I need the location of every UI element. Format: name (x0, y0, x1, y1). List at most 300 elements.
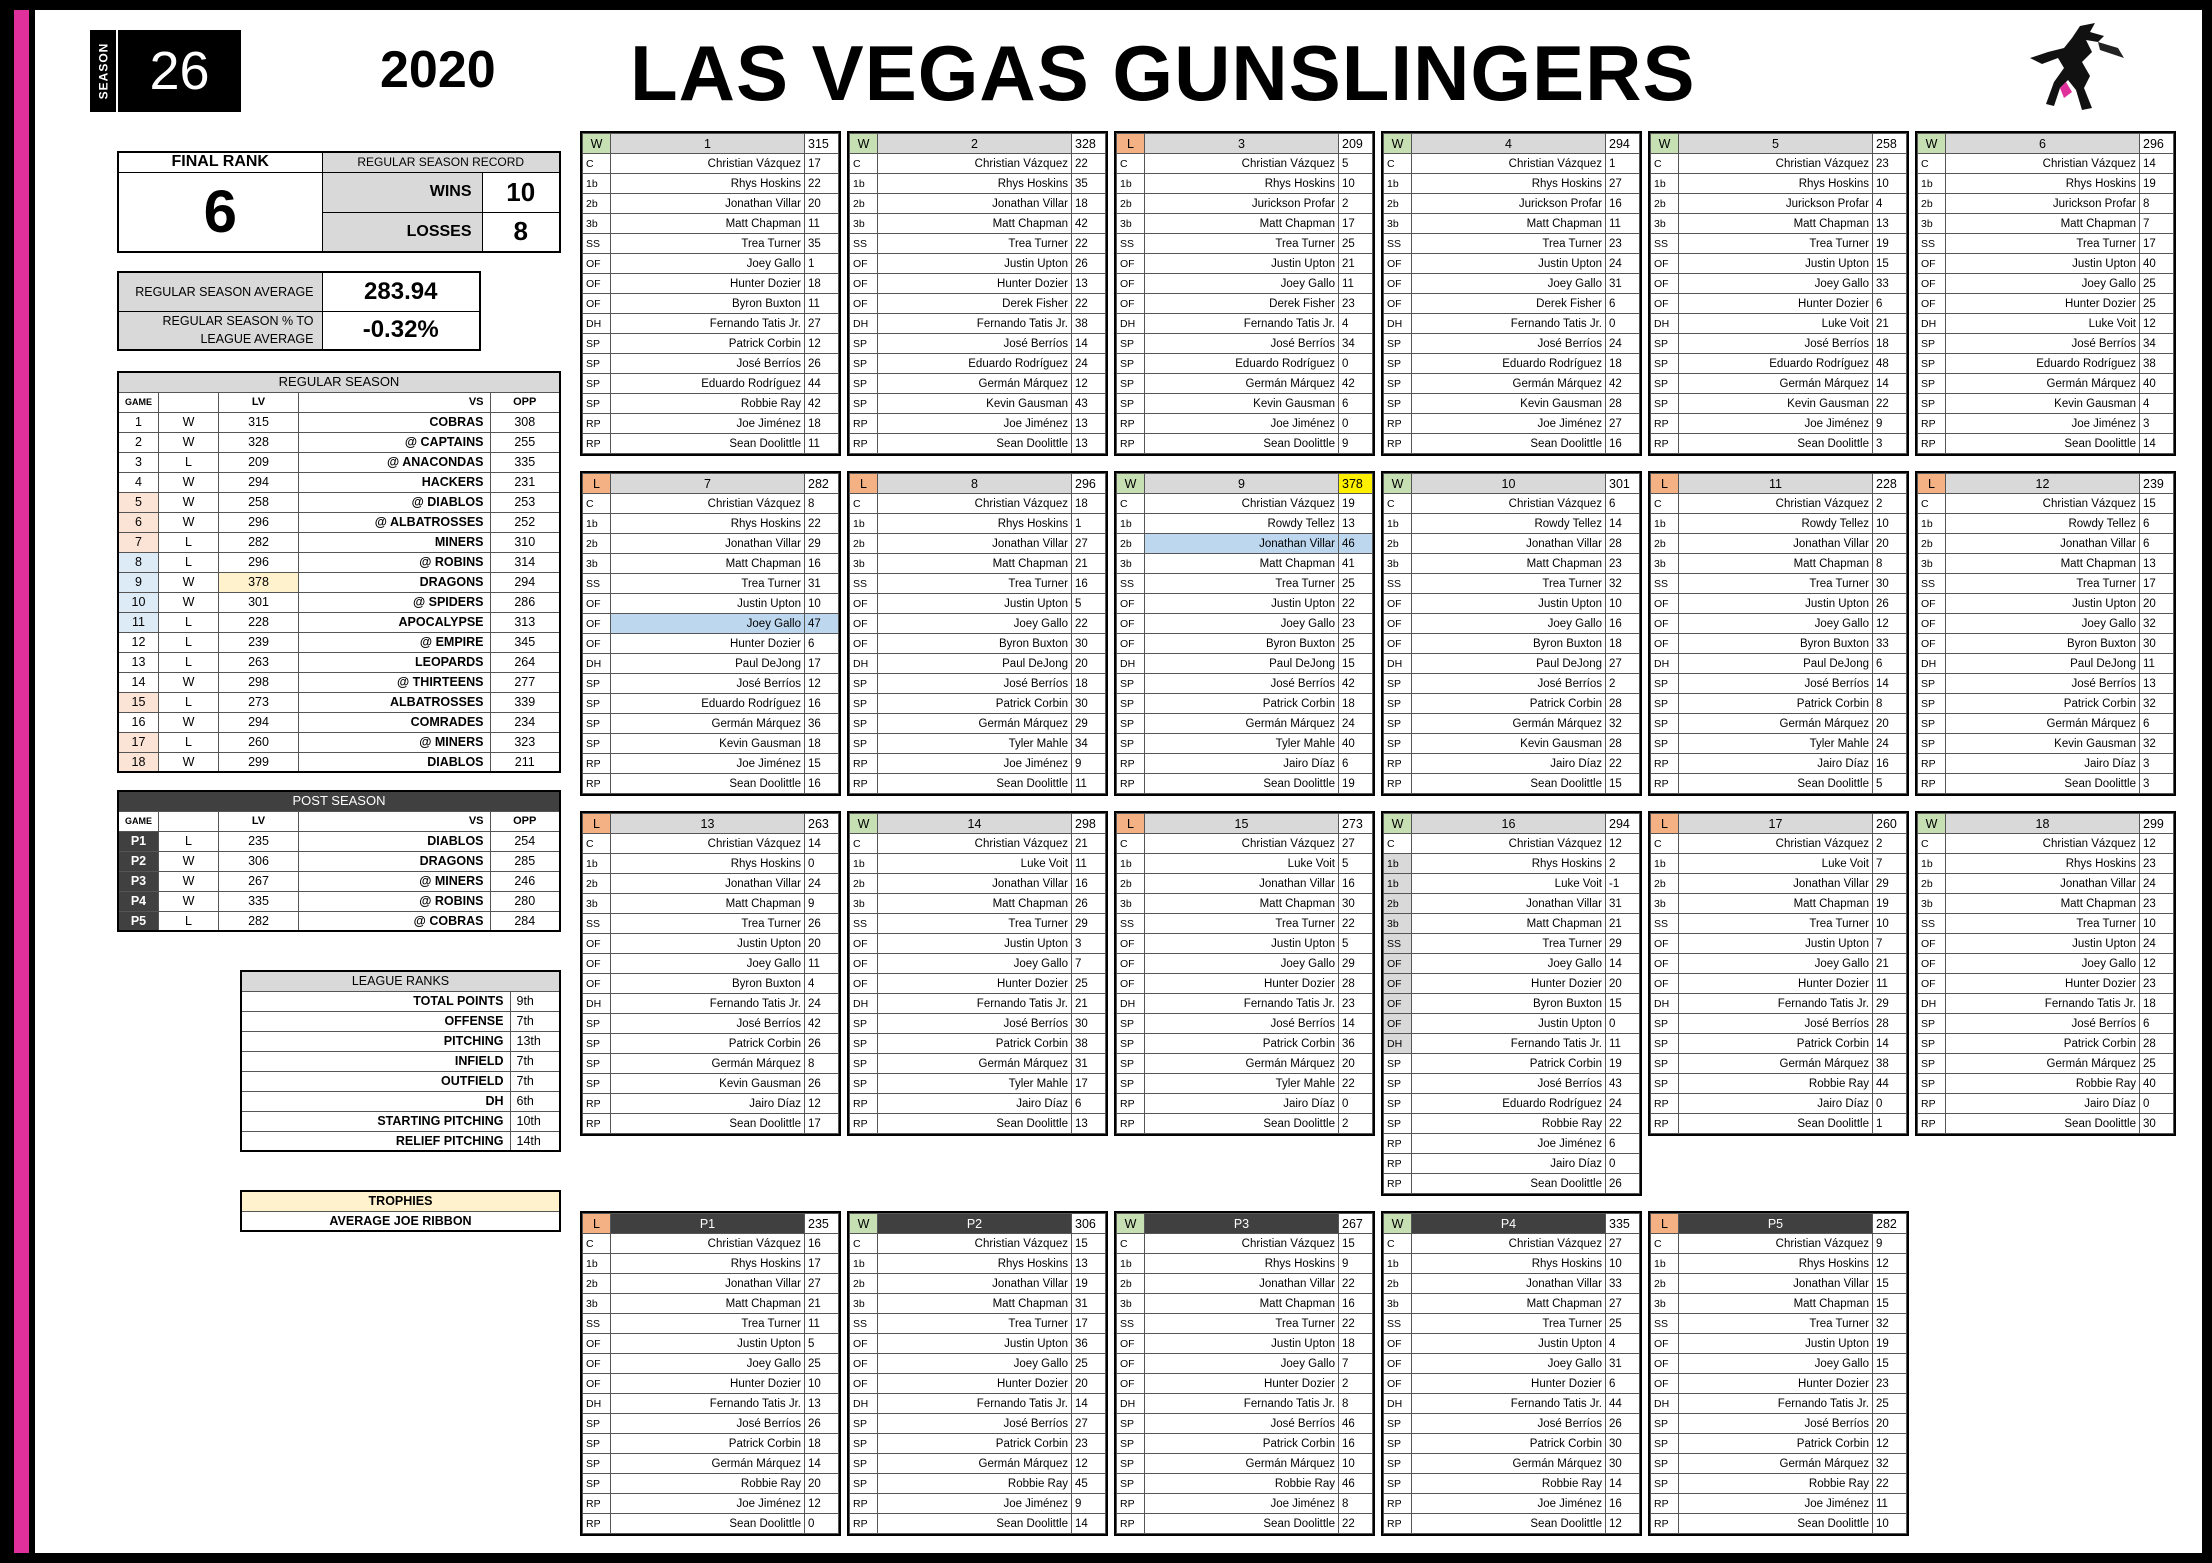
player-points-cell: 14 (1873, 374, 1907, 394)
lineup-row (1117, 1374, 1373, 1394)
player-name-cell: Jairo Díaz (1679, 1094, 1873, 1114)
lineup-row (583, 994, 839, 1014)
average-table (117, 271, 481, 351)
player-points-cell: 31 (805, 574, 839, 594)
player-points-cell: 42 (805, 394, 839, 414)
player-points-cell: 12 (805, 1494, 839, 1514)
position-cell: SP (850, 1414, 878, 1434)
player-points-cell: 0 (805, 1514, 839, 1534)
position-cell: 2b (1384, 194, 1412, 214)
position-cell: C (1384, 834, 1412, 854)
position-cell: OF (583, 1374, 611, 1394)
game-result-badge: L (1117, 134, 1145, 154)
opponent-cell: @ EMPIRE (299, 632, 491, 652)
regular_season-grid (117, 371, 561, 773)
lineup-row (1918, 614, 2174, 634)
game-number-cell: 2 (118, 432, 159, 452)
position-cell: 3b (850, 554, 878, 574)
game-number-cell: 8 (118, 552, 159, 572)
position-cell: 2b (1651, 874, 1679, 894)
position-cell: OF (1117, 254, 1145, 274)
position-cell: DH (1918, 994, 1946, 1014)
player-points-cell: 12 (1873, 1254, 1907, 1274)
player-points-cell: 28 (1606, 694, 1640, 714)
player-points-cell: 14 (805, 1454, 839, 1474)
position-cell: OF (583, 1334, 611, 1354)
lineup-row (1117, 194, 1373, 214)
player-name-cell: Joey Gallo (1679, 1354, 1873, 1374)
game-box (580, 471, 841, 796)
position-cell: RP (850, 414, 878, 434)
position-cell: SP (583, 734, 611, 754)
player-name-cell: Christian Vázquez (1679, 154, 1873, 174)
player-name-cell: José Berríos (1679, 1414, 1873, 1434)
player-points-cell: 22 (1339, 1274, 1373, 1294)
player-name-cell: José Berríos (878, 1014, 1072, 1034)
player-points-cell: 20 (1072, 1374, 1106, 1394)
position-cell: SP (1918, 674, 1946, 694)
player-name-cell: Hunter Dozier (1679, 1374, 1873, 1394)
player-points-cell: 6 (805, 634, 839, 654)
position-cell: DH (1651, 314, 1679, 334)
player-name-cell: Christian Vázquez (1412, 1234, 1606, 1254)
player-points-cell: 34 (2140, 334, 2174, 354)
regular_season-row (118, 432, 560, 452)
opponent-cell: @ COBRAS (299, 911, 491, 931)
lineup-row (1117, 914, 1373, 934)
player-points-cell: 42 (805, 1014, 839, 1034)
lineup-row (850, 834, 1106, 854)
player-name-cell: Matt Chapman (611, 554, 805, 574)
player-name-cell: Jonathan Villar (1946, 874, 2140, 894)
lineup-row (1384, 1474, 1640, 1494)
player-points-cell: 14 (1606, 514, 1640, 534)
player-name-cell: Derek Fisher (1412, 294, 1606, 314)
player-points-cell: 26 (1072, 254, 1106, 274)
player-points-cell: 9 (1072, 754, 1106, 774)
lineup-row (583, 914, 839, 934)
player-name-cell: Germán Márquez (1412, 714, 1606, 734)
player-points-cell: 33 (1873, 274, 1907, 294)
player-points-cell: 21 (1606, 914, 1640, 934)
game-result-badge: W (850, 814, 878, 834)
lineup-row (1651, 1314, 1907, 1334)
player-name-cell: Jonathan Villar (878, 874, 1072, 894)
position-cell: DH (1384, 1034, 1412, 1054)
player-name-cell: Justin Upton (1412, 254, 1606, 274)
player-points-cell: 17 (2140, 234, 2174, 254)
player-points-cell: 14 (1339, 1014, 1373, 1034)
position-cell: 2b (1384, 894, 1412, 914)
position-cell: OF (1918, 274, 1946, 294)
player-points-cell: 31 (1606, 1354, 1640, 1374)
player-points-cell: 23 (1873, 1374, 1907, 1394)
rank-category: STARTING PITCHING (241, 1111, 510, 1131)
lineup-row (1651, 714, 1907, 734)
game-number: 5 (1679, 134, 1873, 154)
player-name-cell: Paul DeJong (878, 654, 1072, 674)
player-points-cell: 11 (805, 434, 839, 454)
lineup-row (1918, 834, 2174, 854)
regular_season-row (118, 532, 560, 552)
player-name-cell: Trea Turner (1412, 574, 1606, 594)
game-number-cell: 13 (118, 652, 159, 672)
player-name-cell: Justin Upton (1145, 1334, 1339, 1354)
position-cell: SP (583, 1414, 611, 1434)
player-points-cell: 13 (2140, 674, 2174, 694)
lineup-row (1117, 634, 1373, 654)
position-cell: DH (1117, 1394, 1145, 1414)
player-name-cell: Robbie Ray (1679, 1474, 1873, 1494)
position-cell: SP (1651, 734, 1679, 754)
player-name-cell: Matt Chapman (878, 894, 1072, 914)
lineup-row (1651, 1334, 1907, 1354)
player-name-cell: Germán Márquez (611, 714, 805, 734)
lineup-row (1384, 1094, 1640, 1114)
player-points-cell: 27 (1606, 1294, 1640, 1314)
player-points-cell: 30 (1072, 1014, 1106, 1034)
game-number-cell: 10 (118, 592, 159, 612)
player-points-cell: 3 (2140, 414, 2174, 434)
lineup-row (1384, 574, 1640, 594)
game-number-cell: 12 (118, 632, 159, 652)
result-cell: L (159, 532, 219, 552)
player-points-cell: 8 (805, 1054, 839, 1074)
position-cell: RP (1117, 754, 1145, 774)
player-points-cell: 0 (805, 854, 839, 874)
lineup-row (1117, 734, 1373, 754)
player-points-cell: 21 (1339, 254, 1373, 274)
position-cell: SS (850, 914, 878, 934)
game-number: 16 (1412, 814, 1606, 834)
player-name-cell: Christian Vázquez (878, 834, 1072, 854)
lineup-row (1651, 554, 1907, 574)
lineup-row (1918, 954, 2174, 974)
position-cell: OF (850, 614, 878, 634)
player-points-cell: 23 (2140, 974, 2174, 994)
player-name-cell: Sean Doolittle (611, 1114, 805, 1134)
player-points-cell: 15 (1339, 1234, 1373, 1254)
position-cell: RP (1384, 1514, 1412, 1534)
player-name-cell: Joey Gallo (1679, 954, 1873, 974)
player-name-cell: José Berríos (611, 1414, 805, 1434)
position-cell: OF (583, 1354, 611, 1374)
player-name-cell: Joey Gallo (611, 614, 805, 634)
position-cell: OF (1384, 254, 1412, 274)
lineup-row (583, 954, 839, 974)
lineup-row (1651, 374, 1907, 394)
game-total: 228 (1873, 474, 1907, 494)
lineup-row (850, 1294, 1106, 1314)
lineup-row (850, 1434, 1106, 1454)
player-points-cell: 11 (805, 1314, 839, 1334)
opp-score-cell: 234 (490, 712, 560, 732)
position-cell: SP (1651, 1474, 1679, 1494)
player-name-cell: José Berríos (1145, 334, 1339, 354)
lineup-row (1384, 634, 1640, 654)
player-name-cell: Jonathan Villar (1412, 1274, 1606, 1294)
player-points-cell: 18 (1606, 354, 1640, 374)
player-name-cell: Joey Gallo (1946, 954, 2140, 974)
lv-score-cell: 209 (219, 452, 299, 472)
lineup-row (850, 234, 1106, 254)
player-points-cell: 35 (1072, 174, 1106, 194)
position-cell: 1b (1117, 174, 1145, 194)
position-cell: SP (1918, 1054, 1946, 1074)
lineup-row (1117, 1414, 1373, 1434)
player-name-cell: Hunter Dozier (1145, 1374, 1339, 1394)
lineup-row (1918, 854, 2174, 874)
lineup-row (850, 494, 1106, 514)
lineup-row (1384, 394, 1640, 414)
player-name-cell: Byron Buxton (1145, 634, 1339, 654)
position-cell: RP (583, 1114, 611, 1134)
lineup-row (583, 1114, 839, 1134)
player-name-cell: Fernando Tatis Jr. (878, 314, 1072, 334)
lineup-row (850, 434, 1106, 454)
lineup-row (1117, 214, 1373, 234)
lineup-row (1651, 514, 1907, 534)
position-cell: 2b (1384, 1274, 1412, 1294)
lineup-row (1918, 554, 2174, 574)
position-cell: C (1117, 494, 1145, 514)
lineup-row (1384, 354, 1640, 374)
position-cell: SP (850, 1034, 878, 1054)
position-cell: SP (1117, 394, 1145, 414)
lineup-row (1384, 1254, 1640, 1274)
position-cell: OF (583, 634, 611, 654)
position-cell: RP (1384, 1154, 1412, 1174)
player-name-cell: Trea Turner (1679, 1314, 1873, 1334)
player-name-cell: Eduardo Rodríguez (1412, 354, 1606, 374)
position-cell: RP (850, 1094, 878, 1114)
year-title: 2020 (380, 41, 496, 99)
player-name-cell: Trea Turner (611, 1314, 805, 1334)
player-points-cell: 23 (1339, 294, 1373, 314)
lineup-row (1117, 894, 1373, 914)
game-result-badge: W (1117, 1214, 1145, 1234)
league-rank-row (241, 991, 560, 1011)
lineup-row (1651, 1454, 1907, 1474)
player-name-cell: Joey Gallo (1145, 954, 1339, 974)
player-name-cell: Trea Turner (878, 574, 1072, 594)
regular_season-row (118, 652, 560, 672)
player-points-cell: 5 (805, 1334, 839, 1354)
position-cell: 1b (1651, 514, 1679, 534)
player-name-cell: Jonathan Villar (611, 874, 805, 894)
player-points-cell: 30 (1072, 634, 1106, 654)
player-name-cell: Joe Jiménez (611, 1494, 805, 1514)
player-name-cell: Jonathan Villar (611, 1274, 805, 1294)
player-name-cell: Joey Gallo (611, 254, 805, 274)
game-number: 1 (611, 134, 805, 154)
position-cell: SP (1384, 1094, 1412, 1114)
lineup-row (1651, 734, 1907, 754)
lineup-row (1384, 1494, 1640, 1514)
player-points-cell: 8 (2140, 194, 2174, 214)
player-name-cell: Trea Turner (1679, 914, 1873, 934)
lineup-row (583, 1434, 839, 1454)
player-points-cell: 19 (1873, 1334, 1907, 1354)
player-points-cell: 24 (1606, 254, 1640, 274)
lineup-row (1918, 274, 2174, 294)
lineup-row (1384, 1354, 1640, 1374)
position-cell: OF (1651, 934, 1679, 954)
player-name-cell: Christian Vázquez (878, 494, 1072, 514)
opponent-cell: LEOPARDS (299, 652, 491, 672)
position-cell: RP (1651, 1094, 1679, 1114)
player-name-cell: Matt Chapman (1145, 214, 1339, 234)
game-total: 273 (1339, 814, 1373, 834)
game-total: 239 (2140, 474, 2174, 494)
player-name-cell: Sean Doolittle (1946, 774, 2140, 794)
player-name-cell: Luke Voit (1412, 874, 1606, 894)
player-name-cell: Joey Gallo (1946, 614, 2140, 634)
opp-score-cell: 314 (490, 552, 560, 572)
result-cell: W (159, 891, 219, 911)
player-name-cell: Christian Vázquez (1946, 834, 2140, 854)
player-name-cell: Hunter Dozier (878, 274, 1072, 294)
game-result-badge: L (1651, 1214, 1679, 1234)
position-cell: OF (1651, 294, 1679, 314)
opponent-cell: @ ALBATROSSES (299, 512, 491, 532)
lineup-row (1384, 1374, 1640, 1394)
position-cell: DH (850, 994, 878, 1014)
player-name-cell: Sean Doolittle (1412, 774, 1606, 794)
lineup-row (1918, 974, 2174, 994)
position-cell: SP (1651, 1074, 1679, 1094)
player-points-cell: 38 (1072, 1034, 1106, 1054)
player-name-cell: Rhys Hoskins (611, 514, 805, 534)
game-box (1915, 471, 2176, 796)
game-result-badge: W (583, 134, 611, 154)
player-points-cell: 36 (805, 714, 839, 734)
player-name-cell: Matt Chapman (1412, 1294, 1606, 1314)
regular_season-row (118, 592, 560, 612)
post_season-title: POST SEASON (118, 791, 560, 811)
regular_season-row (118, 412, 560, 432)
player-points-cell: 3 (2140, 754, 2174, 774)
lineup-row (1117, 954, 1373, 974)
player-points-cell: 31 (1072, 1054, 1106, 1074)
player-name-cell: Justin Upton (1679, 254, 1873, 274)
lineup-row (1384, 714, 1640, 734)
position-cell: C (583, 154, 611, 174)
lineup-row (1651, 274, 1907, 294)
player-points-cell: 4 (1339, 314, 1373, 334)
lineup-row (1117, 854, 1373, 874)
lineup-row (1651, 254, 1907, 274)
lineup-row (1117, 274, 1373, 294)
player-name-cell: Christian Vázquez (1145, 1234, 1339, 1254)
lineup-row (1384, 274, 1640, 294)
game-number: 14 (878, 814, 1072, 834)
player-points-cell: 13 (1072, 274, 1106, 294)
position-cell: SP (583, 334, 611, 354)
lineup-row (1651, 974, 1907, 994)
player-name-cell: Byron Buxton (1679, 634, 1873, 654)
player-points-cell: 18 (1072, 194, 1106, 214)
lineup-row (1384, 1294, 1640, 1314)
lineup-row (1651, 1434, 1907, 1454)
player-name-cell: Fernando Tatis Jr. (1679, 1394, 1873, 1414)
player-points-cell: 22 (1606, 1114, 1640, 1134)
position-cell: SP (1651, 1034, 1679, 1054)
player-name-cell: Tyler Mahle (1145, 734, 1339, 754)
lineup-row (583, 434, 839, 454)
lineup-row (1117, 1234, 1373, 1254)
player-points-cell: 20 (2140, 594, 2174, 614)
season-label: SEASON (96, 42, 110, 100)
lineup-row (1384, 334, 1640, 354)
game-total: 298 (1072, 814, 1106, 834)
lineup-row (583, 1314, 839, 1334)
player-points-cell: 15 (1873, 1274, 1907, 1294)
player-points-cell: 13 (1873, 214, 1907, 234)
player-points-cell: 14 (1072, 1514, 1106, 1534)
position-cell: OF (850, 254, 878, 274)
game-number-cell: 4 (118, 472, 159, 492)
lineup-row (850, 714, 1106, 734)
lineup-row (1918, 574, 2174, 594)
player-name-cell: Kevin Gausman (1412, 734, 1606, 754)
player-name-cell: Joe Jiménez (1145, 414, 1339, 434)
lineup-row (1384, 194, 1640, 214)
player-points-cell: 8 (1339, 1494, 1373, 1514)
regular_season-row (118, 492, 560, 512)
lineup-row (1918, 694, 2174, 714)
player-points-cell: 6 (2140, 1014, 2174, 1034)
player-points-cell: 13 (1339, 514, 1373, 534)
player-points-cell: 34 (1072, 734, 1106, 754)
position-cell: SS (1918, 234, 1946, 254)
position-cell: RP (1918, 1114, 1946, 1134)
result-cell: W (159, 712, 219, 732)
lineup-row (1384, 1414, 1640, 1434)
regular-season-table (117, 371, 561, 773)
player-name-cell: Trea Turner (1145, 574, 1339, 594)
lineup-row (1117, 1354, 1373, 1374)
player-points-cell: 28 (1606, 534, 1640, 554)
lineup-row (583, 854, 839, 874)
lineup-row (1384, 234, 1640, 254)
lv-score-cell: 378 (219, 572, 299, 592)
player-name-cell: Byron Buxton (1946, 634, 2140, 654)
lineup-row (1918, 1074, 2174, 1094)
lv-score-cell: 298 (219, 672, 299, 692)
position-cell: DH (850, 1394, 878, 1414)
player-name-cell: Kevin Gausman (1145, 394, 1339, 414)
player-name-cell: Joey Gallo (1679, 274, 1873, 294)
position-cell: SP (850, 354, 878, 374)
player-name-cell: Sean Doolittle (611, 434, 805, 454)
lineup-row (583, 1094, 839, 1114)
trophies-grid (240, 1190, 561, 1232)
avg-label: REGULAR SEASON AVERAGE (118, 272, 322, 311)
player-points-cell: 24 (1606, 1094, 1640, 1114)
position-cell: OF (1918, 954, 1946, 974)
player-points-cell: 16 (1873, 754, 1907, 774)
lineup-row (583, 314, 839, 334)
player-name-cell: Rowdy Tellez (1679, 514, 1873, 534)
lineup-row (850, 1034, 1106, 1054)
player-points-cell: 19 (2140, 174, 2174, 194)
opp-score-cell: 253 (490, 492, 560, 512)
lineup-row (1918, 394, 2174, 414)
lineup-row (583, 1054, 839, 1074)
lv-score-cell: 294 (219, 472, 299, 492)
player-points-cell: 27 (805, 314, 839, 334)
